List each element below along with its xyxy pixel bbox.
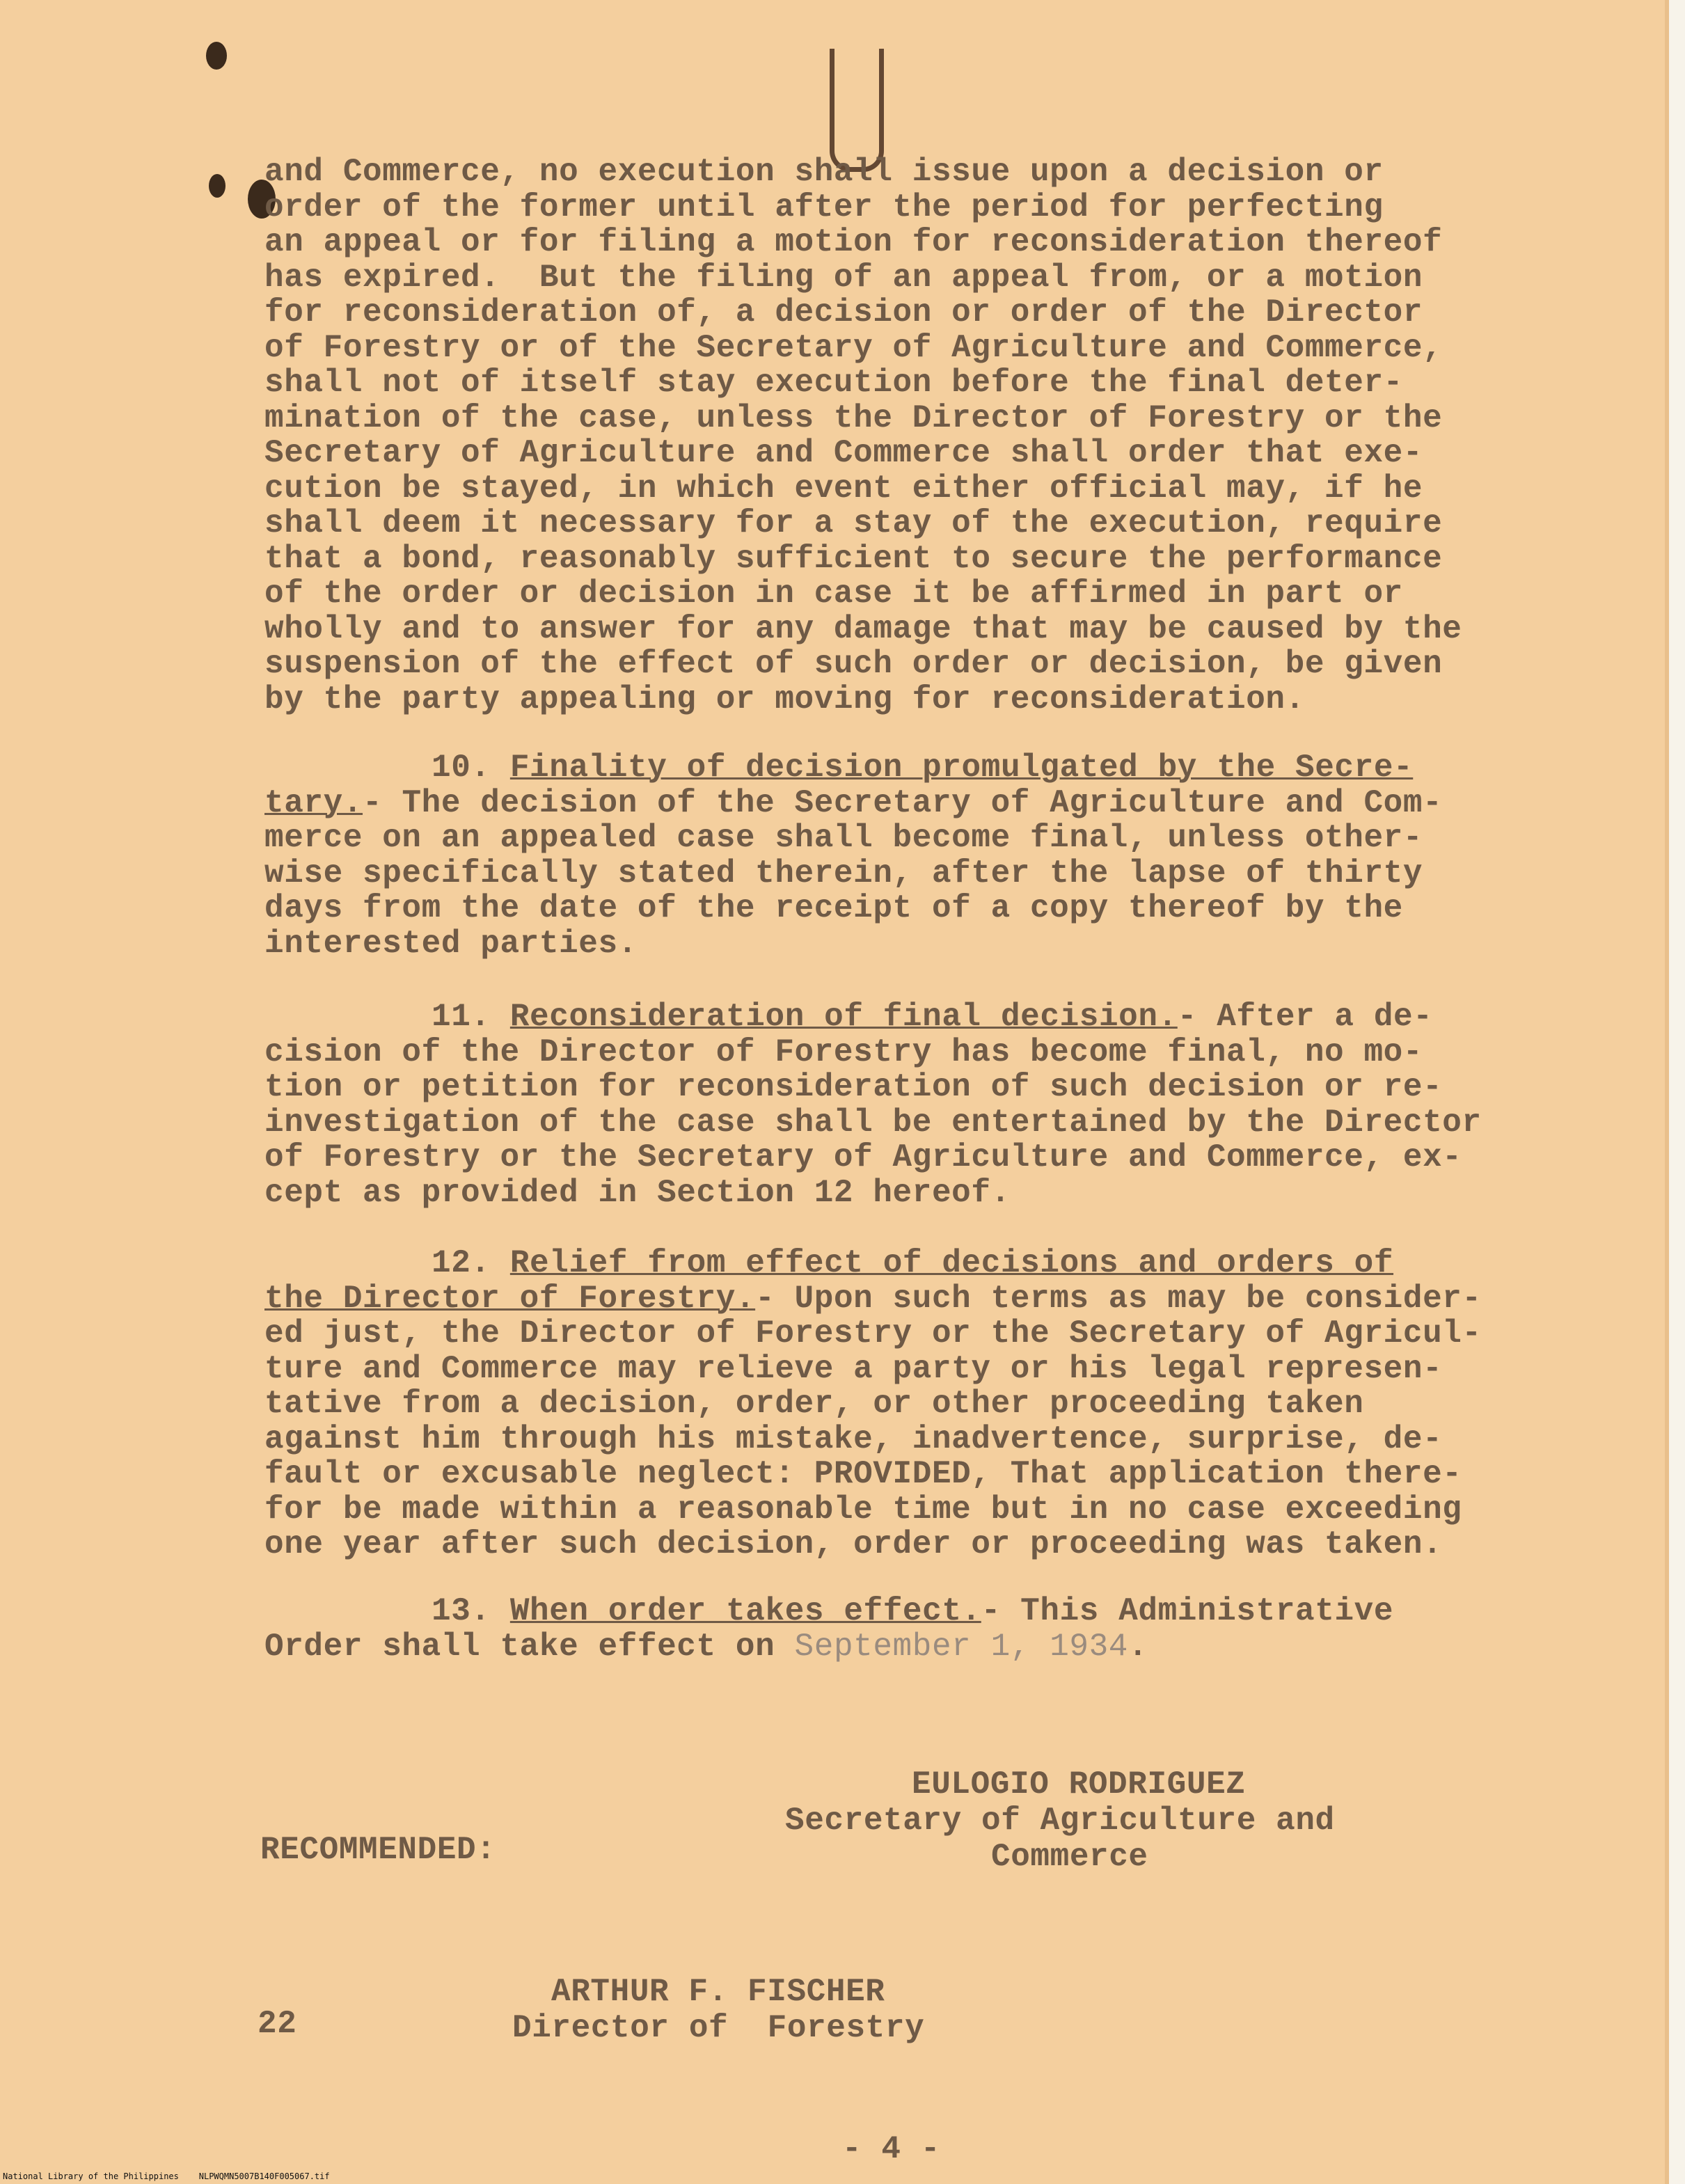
text-line: investigation of the case shall be entertained by the Director	[264, 1104, 1482, 1141]
recommender-name: ARTHUR F. FISCHER	[551, 1974, 885, 2010]
text-line: of Forestry or the Secretary of Agriculture and Commerce, ex-	[264, 1139, 1462, 1176]
text-line: tion or petition for reconsideration of such decision or re-	[264, 1069, 1443, 1105]
section-12	[264, 1246, 1482, 1562]
section-13	[264, 1594, 1393, 1664]
section-heading-line	[264, 999, 1482, 1035]
scan-footer-note: National Library of the Philippines NLPWQMN5007B140F005067.tif	[3, 2171, 330, 2181]
section-11	[264, 999, 1482, 1210]
section-heading-line	[264, 1281, 1482, 1317]
text-line: shall deem it necessary for a stay of the execution, require	[264, 505, 1443, 541]
text-line: has expired. But the filing of an appeal from, or a motion	[264, 259, 1423, 296]
section-text: - The decision of the Secretary of Agriculture and Com-	[363, 784, 1443, 821]
section-heading: Finality of decision promulgated by the Secre-	[509, 750, 1414, 786]
text-line: of Forestry or of the Secretary of Agriculture and Commerce,	[264, 329, 1443, 366]
section-10	[264, 750, 1442, 961]
text-line: cision of the Director of Forestry has become final, no mo-	[264, 1034, 1423, 1070]
text-line: days from the date of the receipt of a copy thereof by the	[264, 890, 1403, 926]
section-number: 13.	[432, 1593, 491, 1629]
page-number: - 4 -	[842, 2131, 941, 2167]
section-number: 10.	[432, 750, 491, 786]
effective-date-stamp: September 1, 1934	[794, 1628, 1129, 1665]
text-line: of the order or decision in case it be affirmed in part or	[264, 576, 1403, 612]
text-line: fault or excusable neglect: PROVIDED, That application there-	[264, 1456, 1462, 1492]
text-line: shall not of itself stay execution before the final deter-	[264, 365, 1403, 401]
text-line	[264, 1629, 1393, 1665]
section-heading: Relief from effect of decisions and orders of	[509, 1245, 1394, 1281]
section-heading-line	[264, 750, 1442, 786]
section-heading-line	[264, 786, 1442, 821]
scan-margin	[1669, 0, 1685, 2184]
recommended-label: RECOMMENDED:	[260, 1832, 496, 1868]
text-line: ture and Commerce may relieve a party or his legal represen-	[264, 1350, 1443, 1387]
section-text: - This Administrative	[981, 1593, 1394, 1629]
text-line: ed just, the Director of Forestry or the Secretary of Agricul-	[264, 1315, 1482, 1352]
text-line: interested parties.	[264, 925, 638, 962]
text-line: that a bond, reasonably sufficient to secure the performance	[264, 540, 1443, 577]
text-line: against him through his mistake, inadvertence, surprise, de-	[264, 1421, 1443, 1457]
text-line: mination of the case, unless the Director of Forestry or the	[264, 399, 1443, 436]
text-line: for be made within a reasonable time but in no case exceeding	[264, 1491, 1462, 1528]
section-heading: When order takes effect.	[509, 1593, 981, 1629]
text-line: merce on an appealed case shall become final, unless other-	[264, 820, 1423, 856]
section-text: - After a de-	[1177, 999, 1433, 1035]
text-line: one year after such decision, order or proceeding was taken.	[264, 1526, 1443, 1562]
text-line: suspension of the effect of such order or decision, be given	[264, 646, 1443, 682]
signatory-title-line1: Secretary of Agriculture and	[785, 1803, 1335, 1839]
section-heading-line	[264, 1246, 1482, 1281]
text-line: cept as provided in Section 12 hereof.	[264, 1174, 1011, 1211]
text-line: an appeal or for filing a motion for reconsideration thereof	[264, 224, 1443, 260]
section-heading-continued: the Director of Forestry.	[264, 1280, 756, 1317]
signatory-title-line2: Commerce	[991, 1839, 1148, 1875]
text-line: tative from a decision, order, or other proceeding taken	[264, 1386, 1364, 1422]
text-line: wise specifically stated therein, after the lapse of thirty	[264, 855, 1423, 892]
recommender-title: Director of Forestry	[512, 2010, 925, 2046]
text-line: wholly and to answer for any damage that may be caused by the	[264, 610, 1462, 647]
text-line: for reconsideration of, a decision or order of the Director	[264, 294, 1423, 331]
text-line: and Commerce, no execution shall issue upon a decision or	[264, 154, 1384, 190]
text-line: by the party appealing or moving for reconsideration.	[264, 681, 1305, 718]
section-text: .	[1128, 1628, 1148, 1665]
section-number: 12.	[432, 1245, 491, 1281]
section-text: - Upon such terms as may be consider-	[755, 1280, 1482, 1317]
text-line: Secretary of Agriculture and Commerce shall order that exe-	[264, 435, 1423, 471]
section-heading-continued: tary.	[264, 784, 363, 821]
continuation-paragraph	[264, 155, 1462, 717]
section-heading: Reconsideration of final decision.	[509, 999, 1178, 1035]
page-code: 22	[258, 2006, 297, 2042]
section-heading-line	[264, 1594, 1393, 1629]
section-number: 11.	[432, 999, 491, 1035]
text-line: order of the former until after the period for perfecting	[264, 189, 1384, 225]
section-text: Order shall take effect on	[264, 1628, 795, 1665]
text-line: cution be stayed, in which event either official may, if he	[264, 470, 1423, 507]
ink-stain	[209, 174, 226, 198]
ink-stain	[206, 42, 227, 70]
signatory-name: EULOGIO RODRIGUEZ	[912, 1766, 1246, 1803]
